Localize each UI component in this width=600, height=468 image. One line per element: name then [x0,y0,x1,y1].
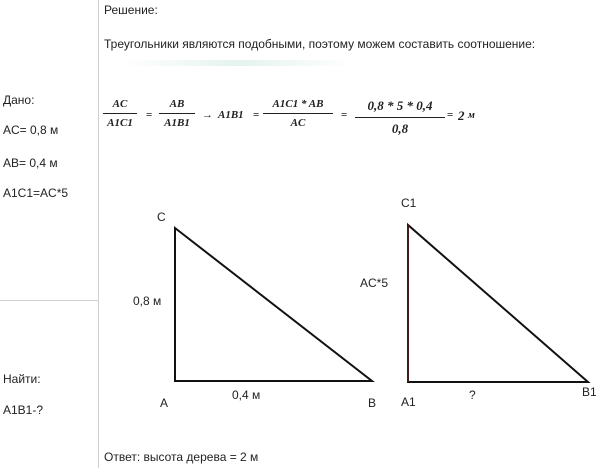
solution-title: Решение: [104,3,158,17]
fraction-denominator: A1C1 [107,117,133,129]
arrow-icon: → [202,109,213,121]
side-a1b1-label: ? [469,388,476,402]
fraction-denominator: 0,8 [391,121,409,136]
side-ab-label: 0,4 м [232,388,261,402]
vertex-c: C [157,210,166,224]
fraction-numerator: AB [169,98,185,110]
given-title: Дано: [3,93,35,107]
given-item-a1c1: A1C1=AC*5 [3,186,69,200]
given-item-ac: AC= 0,8 м [3,123,59,137]
equals-sign: = [253,109,260,121]
side-a1c1-label: AC*5 [360,276,389,290]
vertex-a1: A1 [401,395,416,409]
fraction-denominator: A1B1 [164,117,190,129]
vertex-b1: B1 [582,385,597,399]
formula-lhs: A1B1 [218,109,244,121]
triangle-a1b1c1 [408,225,588,382]
fraction-numerator: AC [112,98,128,110]
vertex-a: A [160,396,169,410]
formula-result: 2 [458,108,465,123]
vertex-c1: C1 [401,196,417,210]
equals-sign: = [146,109,153,121]
fraction-denominator: AC [290,117,306,129]
triangle-abc [175,228,372,381]
side-ac-label: 0,8 м [133,294,162,308]
equals-sign: = [341,109,348,121]
fraction-numerator: A1C1 * AB [272,98,324,110]
solution-text: Треугольники являются подобными, поэтому можем составить соотношение: [104,37,536,51]
fraction-numerator: 0,8 * 5 * 0,4 [367,98,433,113]
find-item: A1B1-? [3,403,44,417]
find-title: Найти: [3,372,41,386]
formula-unit: м [468,110,475,121]
answer-text: Ответ: высота дерева = 2 м [104,450,259,464]
given-item-ab: AB= 0,4 м [3,156,58,170]
vertex-b: B [368,396,377,410]
equals-sign: = [447,109,454,121]
